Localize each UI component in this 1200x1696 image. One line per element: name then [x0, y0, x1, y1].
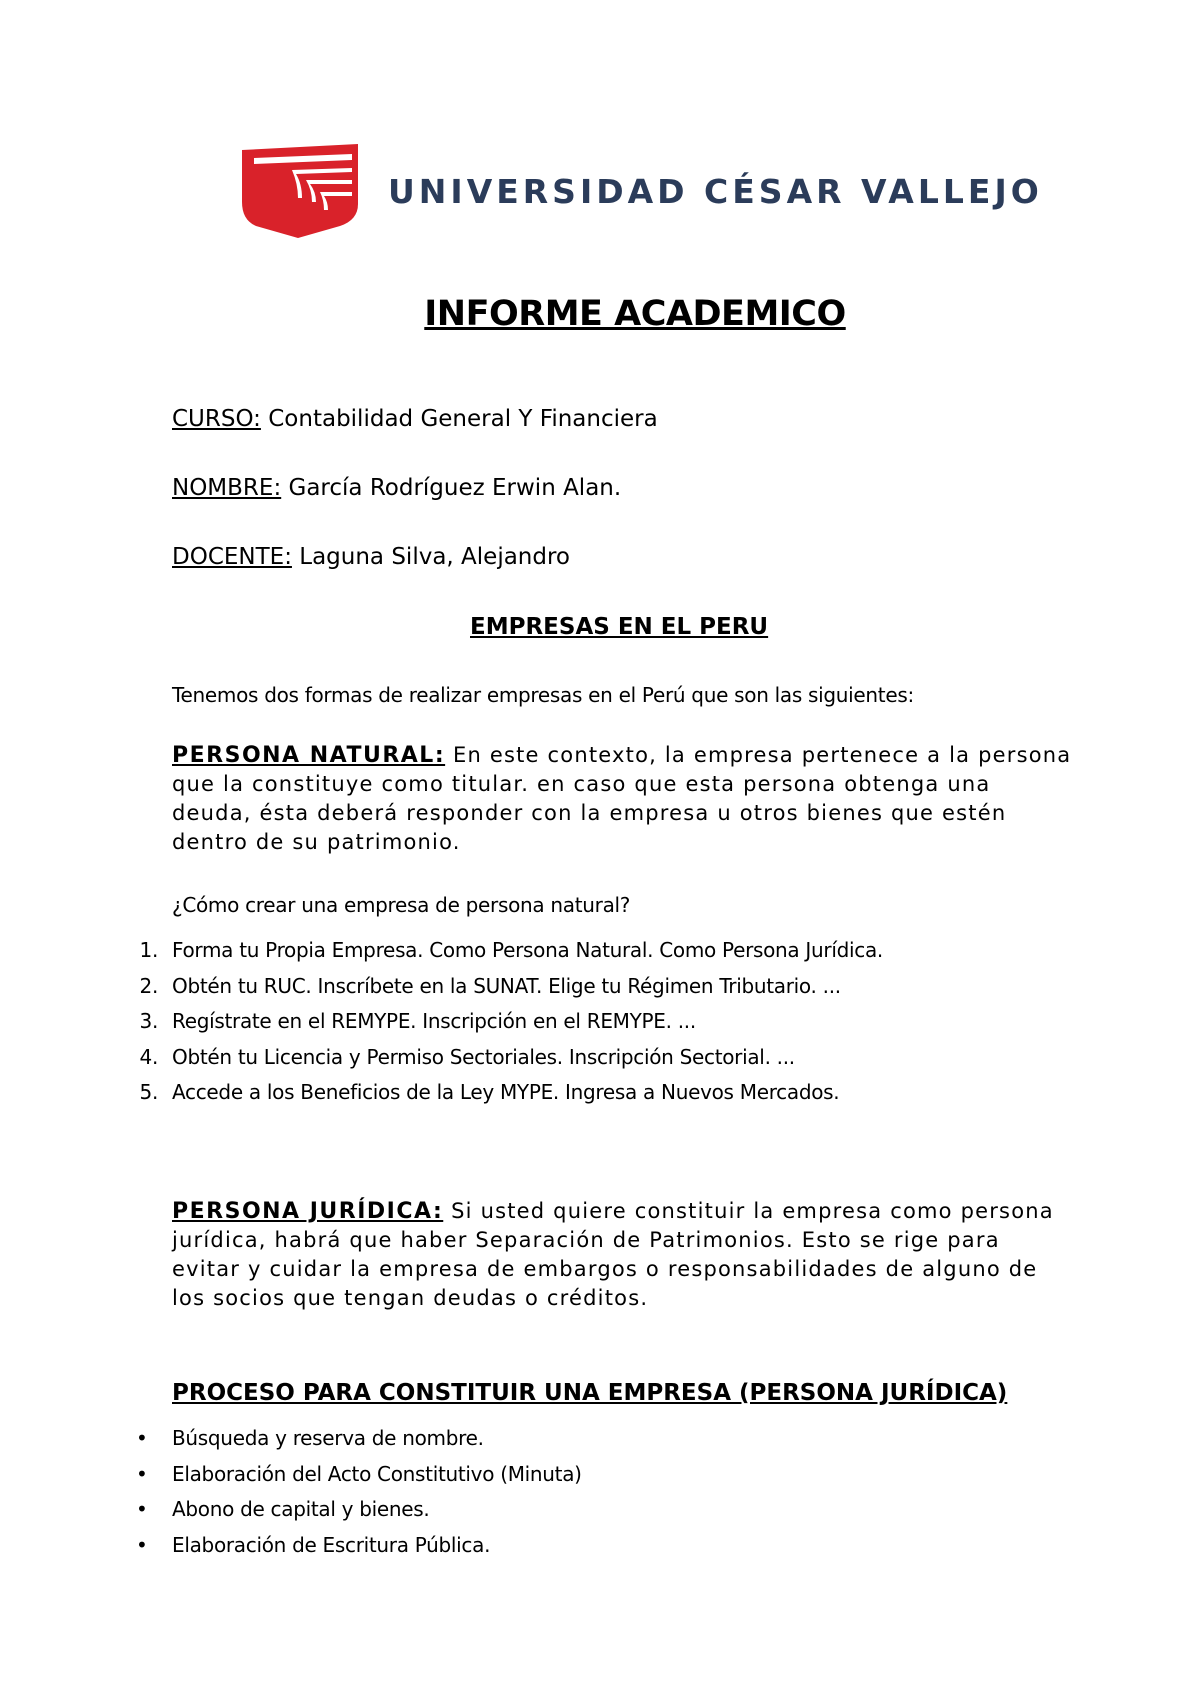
field-label: NOMBRE: — [172, 475, 282, 501]
field-label: DOCENTE: — [172, 544, 292, 570]
list-text: Accede a los Beneficios de la Ley MYPE. Ingresa a Nuevos Mercados. — [172, 1080, 840, 1104]
list-number: 4. — [139, 1044, 158, 1069]
field-value: García Rodríguez Erwin Alan. — [281, 475, 622, 501]
field-label: CURSO: — [172, 406, 261, 432]
field-docente — [172, 544, 570, 570]
intro-paragraph: Tenemos dos formas de realizar empresas en el Perú que son las siguientes: — [172, 683, 914, 707]
list-text: Forma tu Propia Empresa. Como Persona Natural. Como Persona Jurídica. — [172, 938, 883, 962]
university-logo — [240, 140, 1100, 240]
persona-juridica-term: PERSONA JURÍDICA: — [172, 1199, 444, 1224]
persona-natural-text: En este contexto, la empresa pertenece a la persona que la constituye como titular. en caso que esta persona obtenga una deuda, ésta deberá responder con la empresa u otros bienes que estén dentro de su patrimonio. — [172, 743, 1072, 854]
list-number: 1. — [139, 938, 158, 962]
question-paragraph: ¿Cómo crear una empresa de persona natural? — [172, 893, 631, 917]
bullet-icon: • — [136, 1461, 148, 1486]
list-text: Búsqueda y reserva de nombre. — [172, 1426, 484, 1450]
list-text: Elaboración del Acto Constitutivo (Minuta) — [172, 1461, 582, 1486]
section-heading-proceso: PROCESO PARA CONSTITUIR UNA EMPRESA (PERSONA JURÍDICA) — [172, 1380, 1008, 1406]
ucv-shield-icon — [240, 140, 364, 240]
list-text: Abono de capital y bienes. — [172, 1497, 430, 1521]
university-name: UNIVERSIDAD CÉSAR VALLEJO — [388, 172, 1043, 211]
list-text: Elaboración de Escritura Pública. — [172, 1532, 491, 1557]
bullet-icon: • — [136, 1497, 148, 1521]
persona-juridica-paragraph — [172, 1197, 1072, 1313]
field-value: Laguna Silva, Alejandro — [291, 544, 570, 570]
report-title: INFORME ACADEMICO — [424, 294, 846, 334]
list-text: Obtén tu Licencia y Permiso Sectoriales. Inscripción Sectorial. ... — [172, 1044, 795, 1069]
list-number: 5. — [139, 1080, 158, 1104]
list-text: Regístrate en el REMYPE. Inscripción en el REMYPE. ... — [172, 1009, 696, 1033]
list-text: Obtén tu RUC. Inscríbete en la SUNAT. Elige tu Régimen Tributario. ... — [172, 973, 841, 998]
bullet-icon: • — [136, 1532, 148, 1557]
list-number: 2. — [139, 973, 158, 998]
list-number: 3. — [139, 1009, 158, 1033]
bullet-icon: • — [136, 1426, 148, 1450]
field-value: Contabilidad General Y Financiera — [260, 406, 658, 432]
persona-juridica-text: Si usted quiere constituir la empresa como persona jurídica, habrá que haber Separación de Patrimonios. Esto se rige para evitar y cuidar la empresa de embargos o responsabilidades de alguno de los socios que tengan deudas o créditos. — [172, 1199, 1054, 1310]
section-heading-empresas: EMPRESAS EN EL PERU — [470, 614, 769, 640]
field-curso — [172, 406, 658, 432]
persona-natural-term: PERSONA NATURAL: — [172, 743, 446, 768]
field-nombre — [172, 475, 621, 501]
persona-natural-paragraph — [172, 741, 1072, 857]
